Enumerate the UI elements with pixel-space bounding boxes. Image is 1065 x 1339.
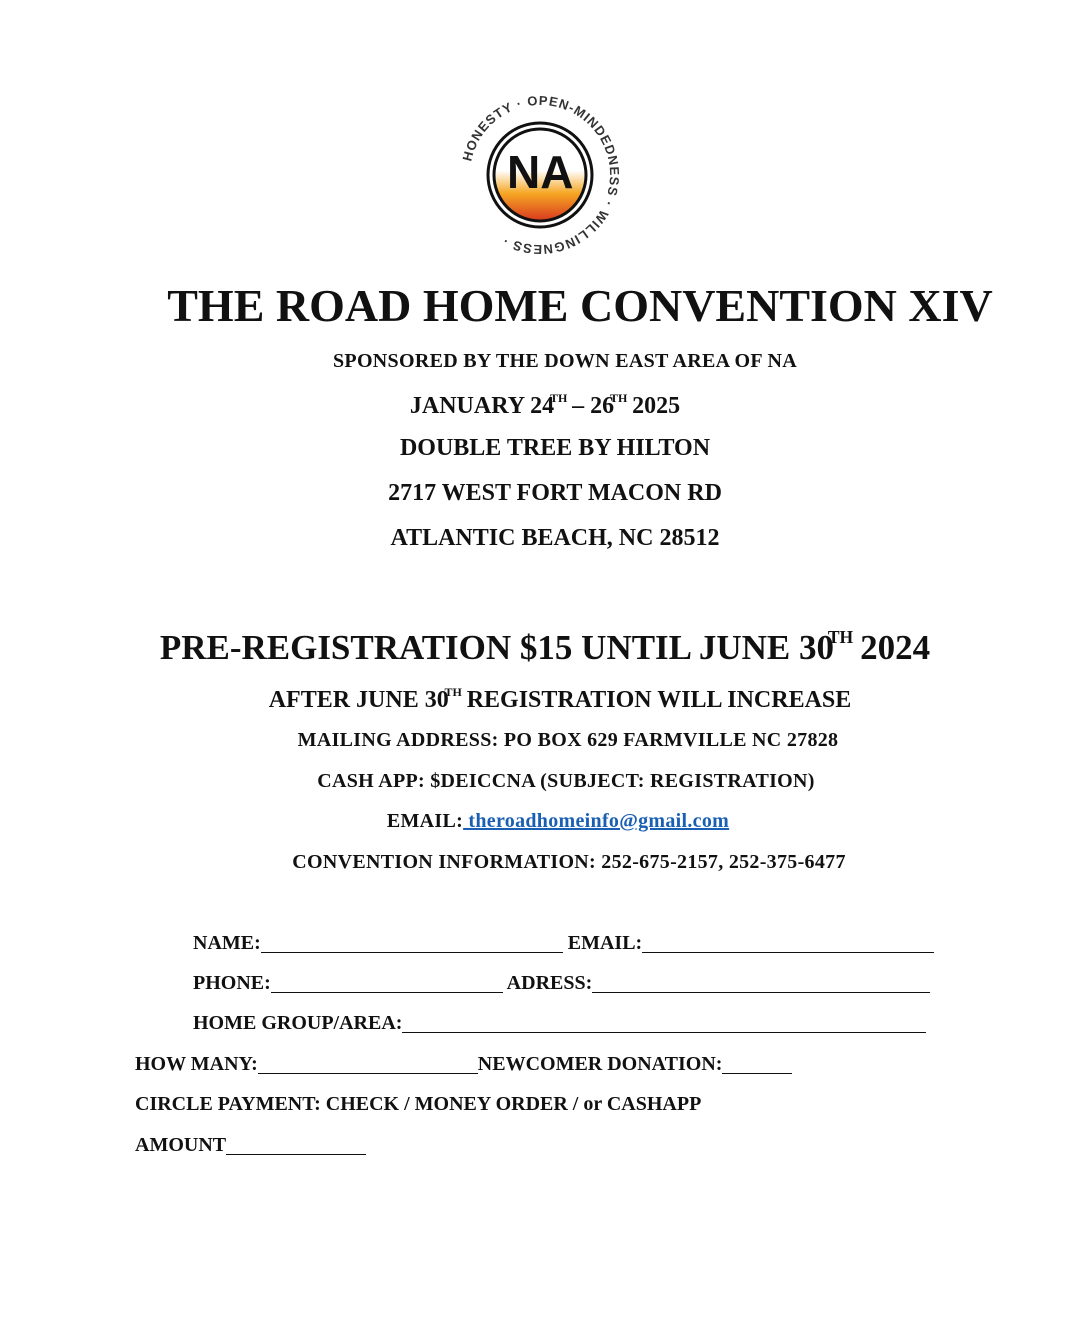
na-logo	[455, 93, 625, 258]
home-group-label: HOME GROUP/AREA:	[193, 1012, 403, 1034]
prereg-suffix: TH	[827, 627, 854, 647]
email-field[interactable]	[642, 934, 934, 953]
phone-field[interactable]	[271, 974, 503, 993]
amount-field[interactable]	[226, 1136, 366, 1155]
newcomer-donation-label: NEWCOMER DONATION:	[477, 1053, 723, 1075]
payment-options: CIRCLE PAYMENT: CHECK / MONEY ORDER / or CASHAPP	[135, 1093, 702, 1115]
date-end-suffix: TH	[609, 391, 628, 405]
venue-city: ATLANTIC BEACH, NC 28512	[390, 525, 720, 551]
address-field[interactable]	[592, 974, 930, 993]
date-start: JANUARY 24	[409, 392, 555, 419]
form-row-how-many	[135, 1054, 792, 1074]
svg-text:HONESTY · OPEN-MINDEDNESS · WI: HONESTY · OPEN-MINDEDNESS · WILLINGNESS ·	[459, 93, 623, 258]
after-post: REGISTRATION WILL INCREASE	[460, 686, 852, 713]
na-logo-letters: NA	[507, 146, 574, 198]
address-label: ADRESS:	[502, 972, 593, 994]
form-row-name-email	[193, 933, 934, 953]
prereg-year: 2024	[851, 627, 931, 667]
date-year: 2025	[626, 392, 681, 419]
cash-app-info: CASH APP: $DEICCNA (SUBJECT: REGISTRATION)	[317, 770, 815, 792]
newcomer-donation-field[interactable]	[722, 1055, 792, 1074]
email-label: EMAIL:	[386, 810, 464, 832]
form-row-phone-address	[193, 973, 930, 993]
email-field-label: EMAIL:	[562, 932, 643, 954]
sponsor-line: SPONSORED BY THE DOWN EAST AREA OF NA	[333, 350, 797, 372]
email-link[interactable]: theroadhomeinfo@gmail.com	[463, 810, 730, 832]
home-group-field[interactable]	[402, 1014, 926, 1033]
preregistration-line	[100, 629, 990, 665]
email-info	[300, 811, 816, 831]
page-title: THE ROAD HOME CONVENTION XIV	[167, 280, 993, 331]
prereg-text: PRE-REGISTRATION $15 UNTIL JUNE 30	[159, 627, 834, 667]
contact-phones: CONVENTION INFORMATION: 252-675-2157, 252-375-6477	[292, 851, 846, 873]
form-row-amount	[135, 1135, 366, 1155]
form-row-home-group	[193, 1013, 926, 1033]
name-field[interactable]	[261, 934, 563, 953]
event-dates	[300, 392, 790, 418]
after-pre: AFTER JUNE 30	[268, 686, 449, 713]
name-label: NAME:	[193, 932, 261, 954]
payment-method-line	[135, 1094, 701, 1114]
date-start-suffix: TH	[549, 391, 568, 405]
mailing-address: MAILING ADDRESS: PO BOX 629 FARMVILLE NC 27828	[297, 729, 839, 751]
phone-label: PHONE:	[193, 972, 271, 994]
how-many-label: HOW MANY:	[135, 1053, 258, 1075]
price-increase-notice	[200, 686, 920, 712]
venue-street: 2717 WEST FORT MACON RD	[388, 480, 722, 506]
how-many-field[interactable]	[258, 1055, 478, 1074]
venue-name: DOUBLE TREE BY HILTON	[399, 435, 711, 461]
after-suffix: TH	[444, 685, 462, 699]
date-end: – 26	[566, 392, 615, 419]
amount-label: AMOUNT	[135, 1134, 227, 1156]
